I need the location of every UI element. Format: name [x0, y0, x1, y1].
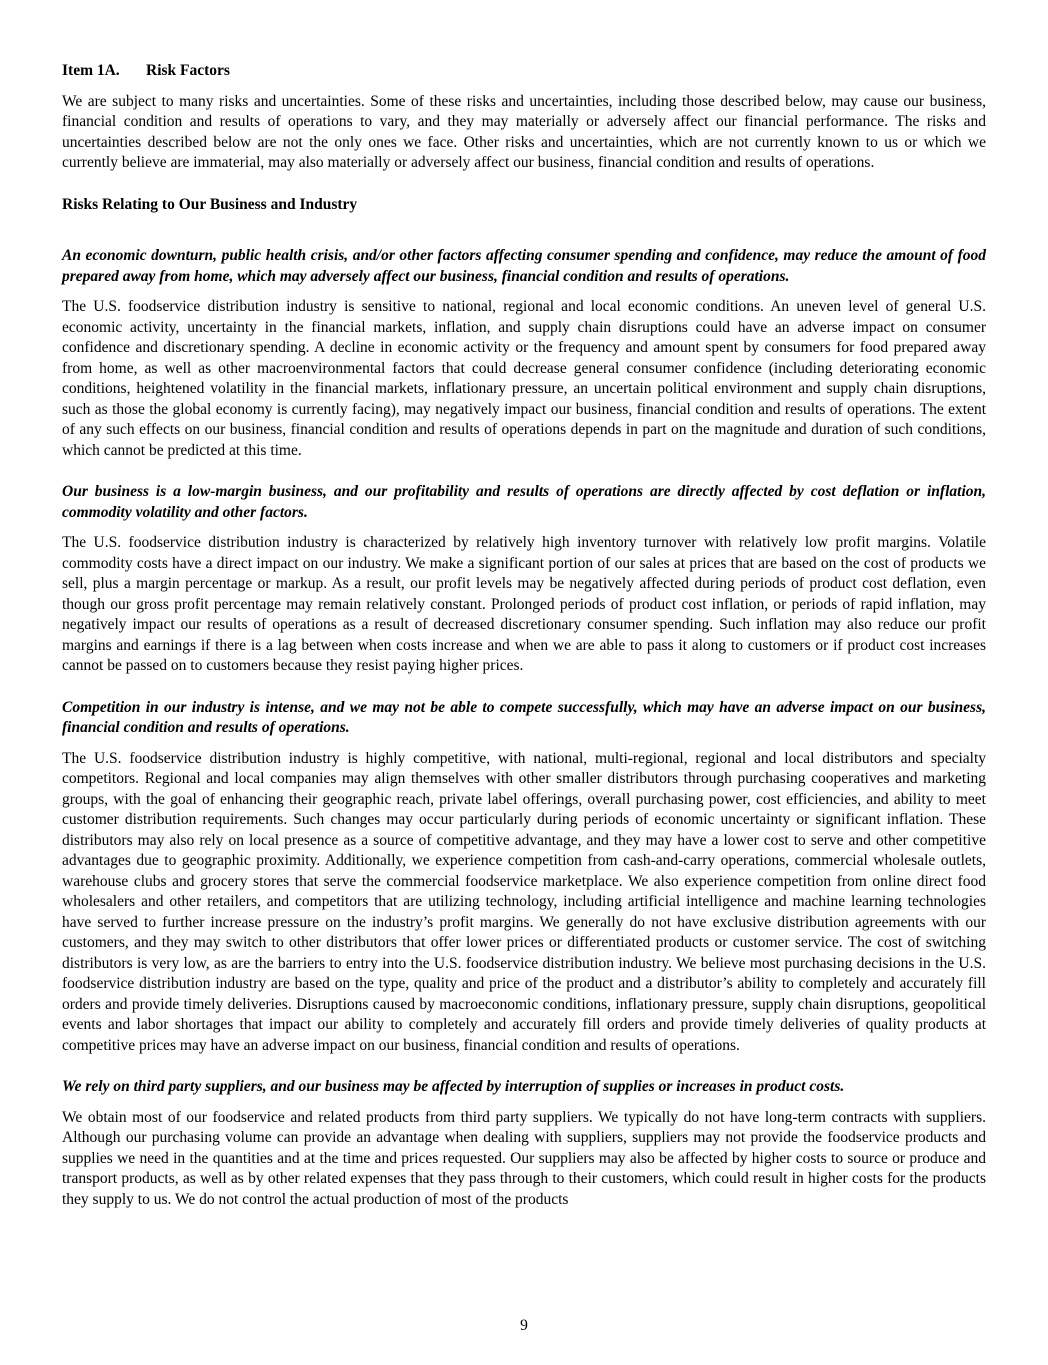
risk-title-economic-downturn: An economic downturn, public health crisis, and/or other factors affecting consumer spending and confidence, may reduce the amount of food prepared away from home, which may adversely affect our business, financial condition and results of operations.	[62, 247, 986, 285]
risk-body-third-party-suppliers: We obtain most of our foodservice and related products from third party suppliers. We typically do not have long-term contracts with suppliers. Although our purchasing volume can provide an advantage when dealing with suppliers, suppliers may not provide the foodservice products and supplies we need in the quantities and at the time and prices requested. Our suppliers may also be affected by higher costs to source or produce and transport products, as well as by other related expenses that they pass through to their customers, which could result in higher costs for the products they supply to us. We do not control the actual production of most of the products	[62, 1108, 986, 1208]
item-title: Risk Factors	[146, 62, 230, 79]
risk-title-competition: Competition in our industry is intense, and we may not be able to compete successfully, which may have an adverse impact on our business, financial condition and results of operations.	[62, 698, 986, 736]
risk-body-economic-downturn: The U.S. foodservice distribution industry is sensitive to national, regional and local economic conditions. An uneven level of general U.S. economic activity, uncertainty in the financial markets, inflation, and supply chain disruptions could have an adverse impact on consumer confidence and discretionary spending. A decline in economic activity or the frequency and amount spent by consumers for food prepared away from home, as well as other macroenvironmental factors that could decrease general consumer confidence (including deteriorating economic conditions, heightened volatility in the financial markets, inflationary pressure, an uncertain political environment and supply chain disruptions, such as those the global economy is currently facing), may negatively impact our business, financial condition and results of operations. The extent of any such effects on our business, financial condition and results of operations depends in part on the magnitude and duration of such conditions, which cannot be predicted at this time.	[62, 298, 986, 459]
intro-paragraph: We are subject to many risks and uncertainties. Some of these risks and uncertainties, including those described below, may cause our business, financial condition and results of operations to vary, and they may materially or adversely affect our financial performance. The risks and uncertainties described below are not the only ones we face. Other risks and uncertainties, which are not currently known to us or which we currently believe are immaterial, may also materially or adversely affect our business, financial condition and results of operations.	[62, 92, 986, 171]
item-number: Item 1A.	[62, 62, 120, 79]
item-heading	[62, 61, 986, 82]
risk-title-third-party-suppliers: We rely on third party suppliers, and our business may be affected by interruption of supplies or increases in product costs.	[62, 1078, 845, 1095]
page-number: 9	[520, 1317, 528, 1334]
risk-title-low-margin: Our business is a low-margin business, and our profitability and results of operations are directly affected by cost deflation or inflation, commodity volatility and other factors.	[62, 483, 986, 521]
risk-body-low-margin: The U.S. foodservice distribution industry is characterized by relatively high inventory turnover with relatively low profit margins. Volatile commodity costs have a direct impact on our industry. We make a significant portion of our sales at prices that are based on the cost of products we sell, plus a margin percentage or markup. As a result, our profit levels may be negatively affected during periods of product cost deflation, even though our gross profit percentage may remain relatively constant. Prolonged periods of product cost inflation, or periods of rapid inflation, may negatively impact our results of operations as a result of decreased discretionary consumer spending. Such inflation may also reduce our profit margins and earnings if there is a lag between when costs increase and when we are able to pass it along to customers or if product cost increases cannot be passed on to customers because they resist paying higher prices.	[62, 534, 986, 674]
risk-body-competition: The U.S. foodservice distribution industry is highly competitive, with national, multi-regional, regional and local distributors and specialty competitors. Regional and local companies may align themselves with other smaller distributors through purchasing cooperatives and marketing groups, with the goal of enhancing their geographic reach, private label offerings, overall purchasing power, cost efficiencies, and ability to meet customer distribution requirements. Such changes may occur particularly during periods of economic uncertainty or significant inflation. These distributors may also rely on local presence as a source of competitive advantage, and they may have a lower cost to serve and other competitive advantages due to geographic proximity. Additionally, we experience competition from cash-and-carry operations, commercial wholesale outlets, warehouse clubs and grocery stores that serve the commercial foodservice marketplace. We also experience competition from online direct food wholesalers and other retailers, and competitors that are utilizing technology, including artificial intelligence and machine learning technologies have served to further increase pressure on the industry’s profit margins. We generally do not have exclusive distribution agreements with our customers, and they may switch to other distributors that offer lower prices or differentiated products or customer service. The cost of switching distributors is very low, as are the barriers to entry into the U.S. foodservice distribution industry. We believe most purchasing decisions in the U.S. foodservice distribution industry are based on the type, quality and price of the product and a distributor’s ability to completely and accurately fill orders and provide timely deliveries. Disruptions caused by macroeconomic conditions, inflationary pressure, supply chain disruptions, geopolitical events and labor shortages that impact our ability to completely and accurately fill orders and provide timely deliveries of quality products at competitive prices may have an adverse impact on our business, financial condition and results of operations.	[62, 749, 986, 1054]
section-heading: Risks Relating to Our Business and Industry	[62, 195, 358, 213]
document-page	[62, 61, 986, 1210]
